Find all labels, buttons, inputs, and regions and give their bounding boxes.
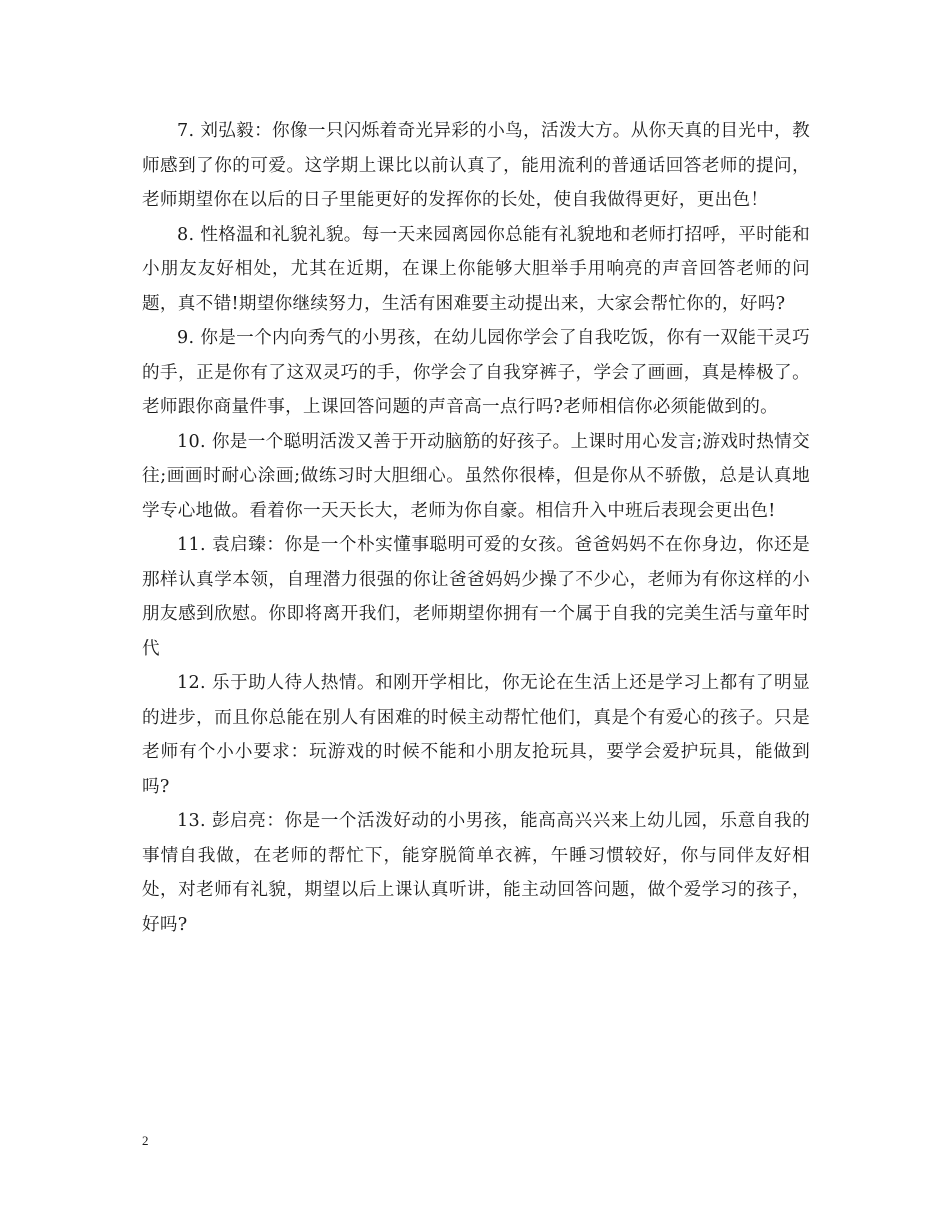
paragraph-8: 8. 性格温和礼貌礼貌。每一天来园离园你总能有礼貌地和老师打招呼，平时能和小朋友友好相处，尤其在近期，在课上你能够大胆举手用响亮的声音回答老师的问题，真不错!期望你继续努力，生活有困难要主动提出来，大家会帮忙你的，好吗? <box>142 224 810 314</box>
paragraph-10: 10. 你是一个聪明活泼又善于开动脑筋的好孩子。上课时用心发言;游戏时热情交往;画画时耐心涂画;做练习时大胆细心。虽然你很棒，但是你从不骄傲，总是认真地学专心地做。看着你一天天长大，老师为你自豪。相信升入中班后表现会更出色! <box>142 431 810 521</box>
paragraph-7: 7. 刘弘毅：你像一只闪烁着奇光异彩的小鸟，活泼大方。从你天真的目光中，教师感到了你的可爱。这学期上课比以前认真了，能用流利的普通话回答老师的提问，老师期望你在以后的日子里能更好的发挥你的长处，使自我做得更好，更出色！ <box>142 121 810 210</box>
paragraph-12: 12. 乐于助人待人热情。和刚开学相比，你无论在生活上还是学习上都有了明显的进步，而且你总能在别人有困难的时候主动帮忙他们，真是个有爱心的孩子。只是老师有个小小要求：玩游戏的时候不能和小朋友抢玩具，要学会爱护玩具，能做到吗? <box>142 673 810 797</box>
paragraph-9: 9. 你是一个内向秀气的小男孩，在幼儿园你学会了自我吃饭，你有一双能干灵巧的手，正是你有了这双灵巧的手，你学会了自我穿裤子，学会了画画，真是棒极了。老师跟你商量件事，上课回答问题的声音高一点行吗?老师相信你必须能做到的。 <box>142 328 810 417</box>
page-body <box>142 114 810 942</box>
paragraph-13: 13. 彭启亮：你是一个活泼好动的小男孩，能高高兴兴来上幼儿园，乐意自我的事情自我做，在老师的帮忙下，能穿脱简单衣裤，午睡习惯较好，你与同伴友好相处，对老师有礼貌，期望以后上课认真听讲，能主动回答问题，做个爱学习的孩子，好吗? <box>142 811 810 935</box>
paragraph-11: 11. 袁启臻：你是一个朴实懂事聪明可爱的女孩。爸爸妈妈不在你身边，你还是那样认真学本领，自理潜力很强的你让爸爸妈妈少操了不少心，老师为有你这样的小朋友感到欣慰。你即将离开我们，老师期望你拥有一个属于自我的完美生活与童年时代 <box>142 535 810 659</box>
page-number: 2 <box>142 1133 149 1148</box>
